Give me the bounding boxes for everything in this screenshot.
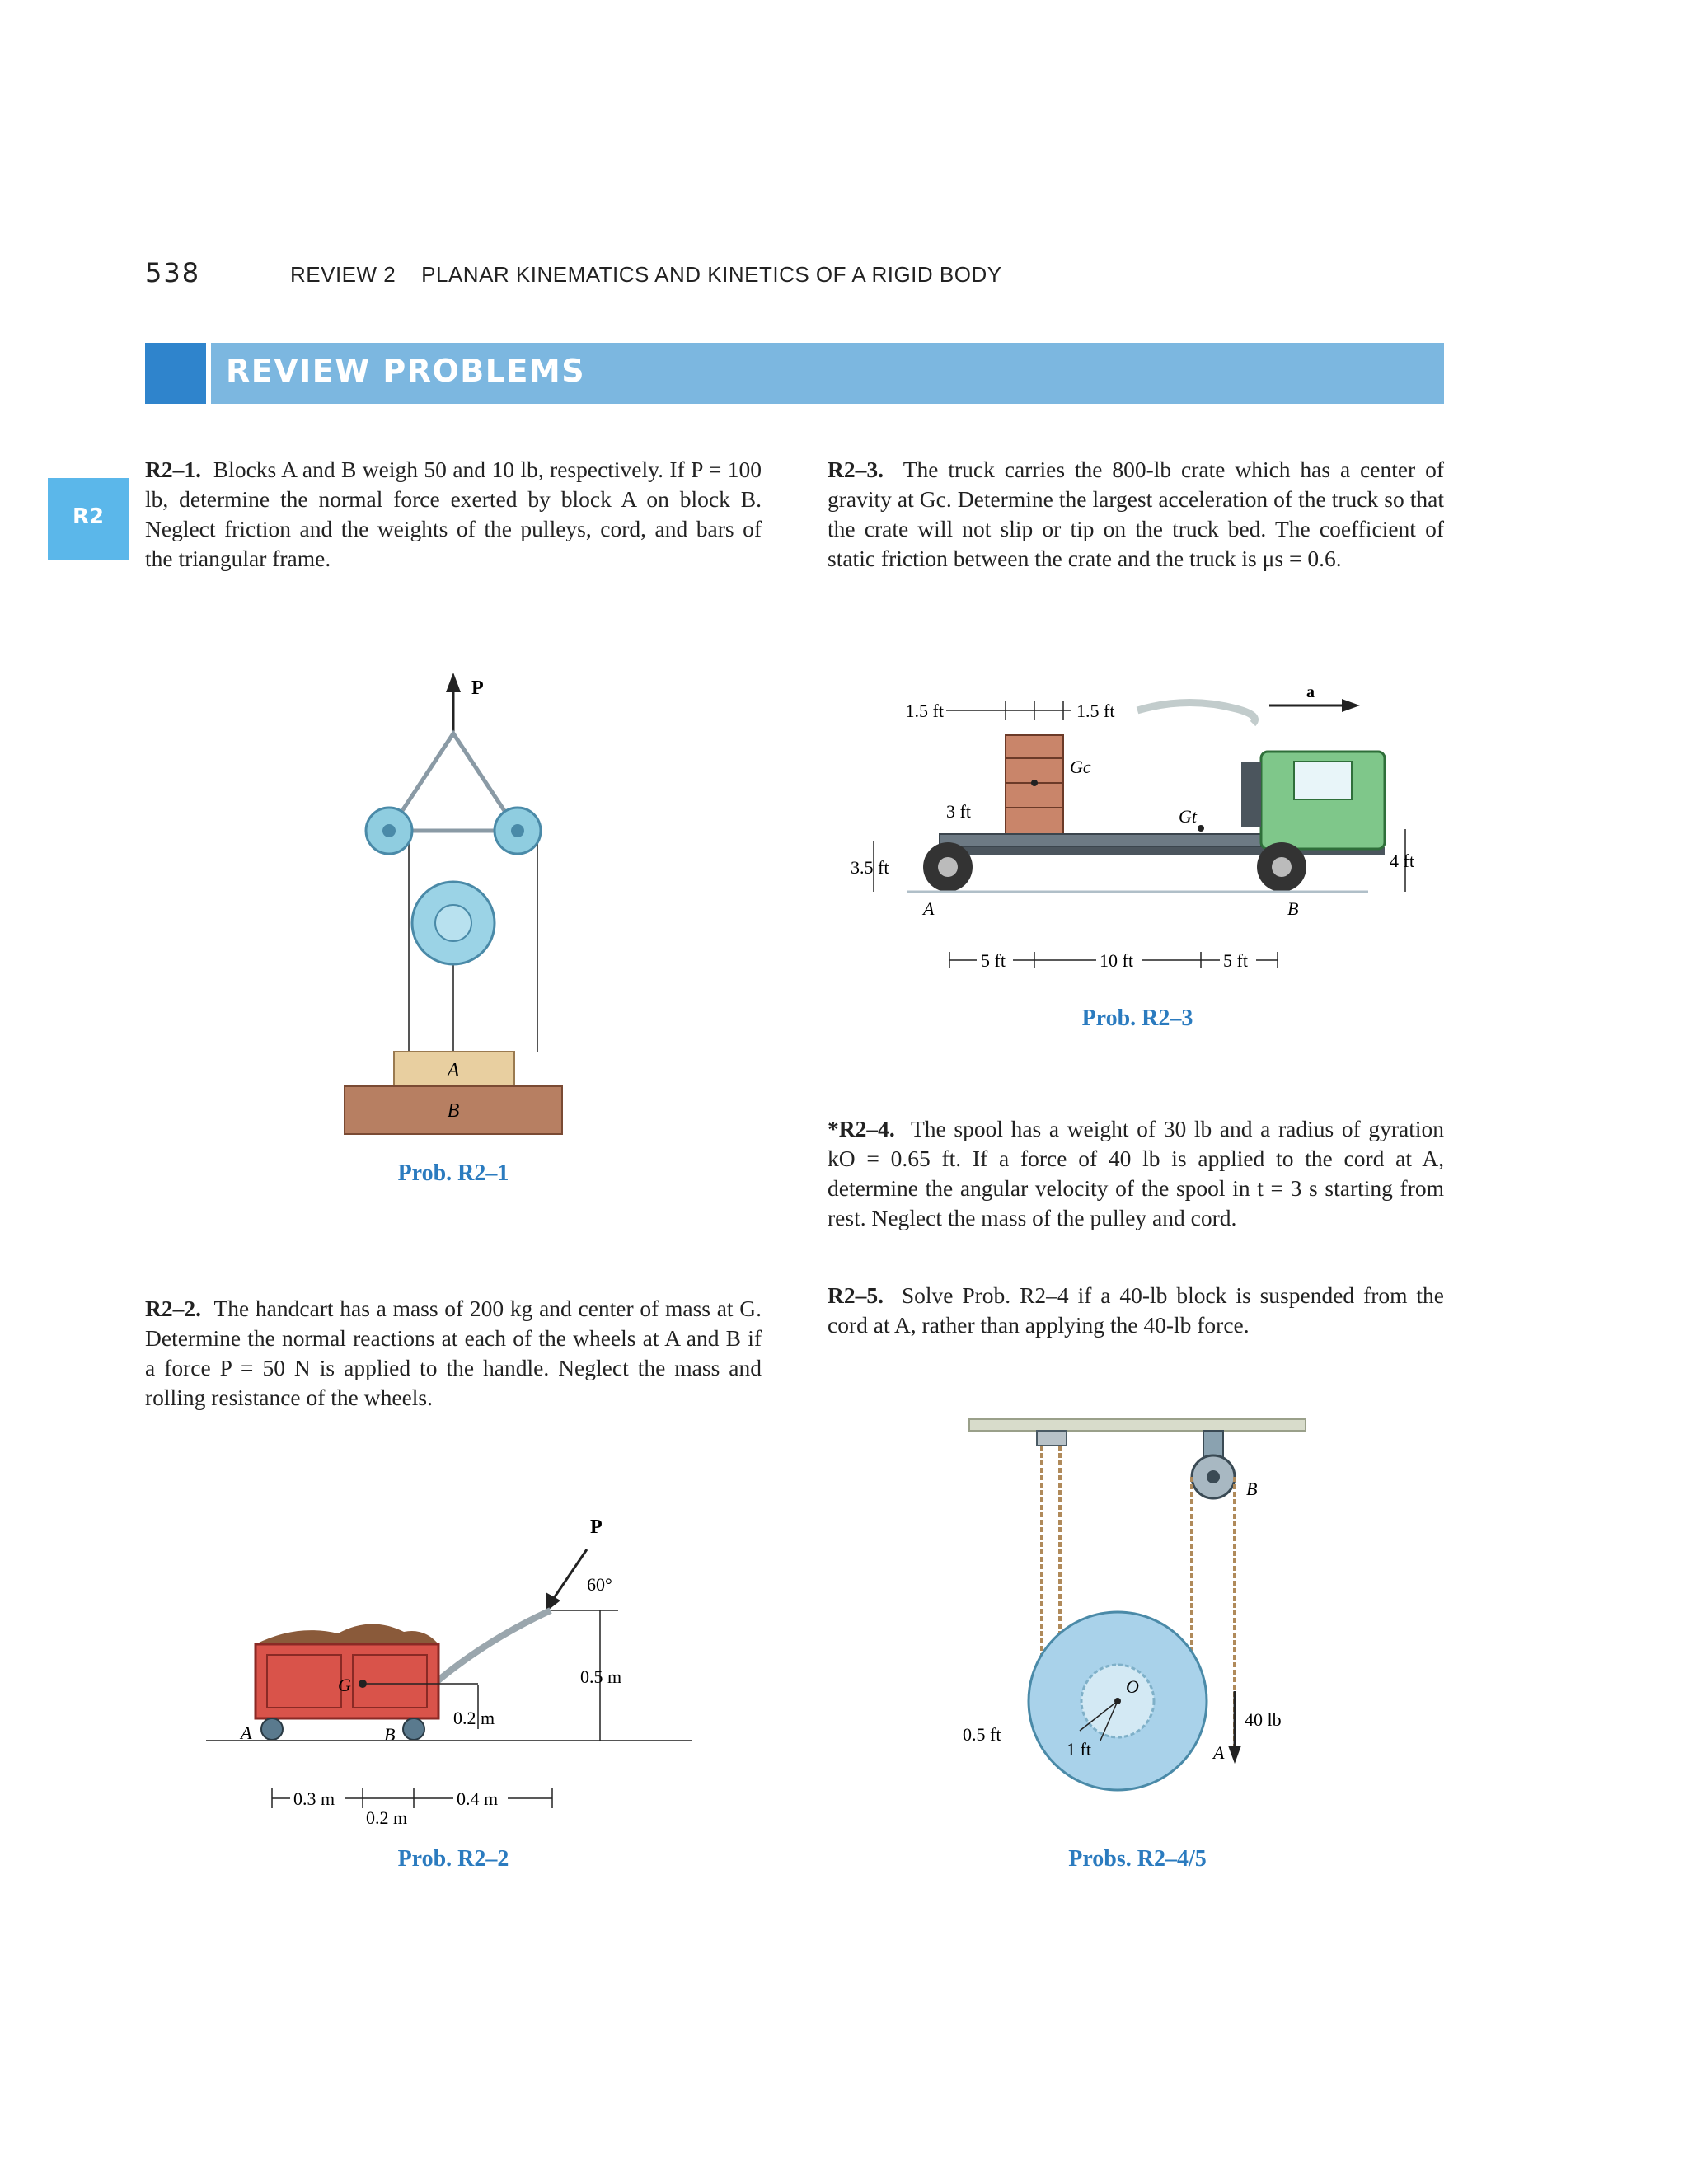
label-angle: 60° xyxy=(587,1574,612,1595)
label-b: B xyxy=(447,1100,460,1122)
force-arrow-shaft xyxy=(552,1549,587,1601)
banner-accent-square xyxy=(145,343,206,404)
label-0-3m: 0.3 m xyxy=(293,1788,335,1809)
wheel-hub xyxy=(938,857,958,877)
section-title: REVIEW PROBLEMS xyxy=(226,353,586,389)
hanger xyxy=(1037,1431,1067,1446)
problem-text: The spool has a weight of 30 lb and a radius of gyration kO = 0.65 ft. If a force of 40 lb is applied to the cord at A, determine the angular velocity of the spool in t = 3 s starting from rest. Neglect the mass of the pulley and cord. xyxy=(828,1116,1444,1230)
label-40lb: 40 lb xyxy=(1245,1709,1282,1730)
page-number: 538 xyxy=(145,257,201,288)
label-b: B xyxy=(384,1724,396,1745)
caption-r2-2: Prob. R2–2 xyxy=(397,1846,509,1872)
label-5ft-a: 5 ft xyxy=(981,950,1006,971)
problem-number: R2–1. xyxy=(145,457,201,482)
label-0-2m-h: 0.2 m xyxy=(453,1708,495,1728)
figure-r2-1 xyxy=(330,668,577,1162)
figure-r2-2 xyxy=(206,1508,701,1838)
label-0-4m: 0.4 m xyxy=(457,1788,499,1809)
pulley-hub xyxy=(382,824,396,837)
problem-text: The handcart has a mass of 200 kg and center of mass at G. Determine the normal reactions at each of the wheels at A and B if a force P = 50 N is applied to the handle. Neglect the mass and rolling resistance of the wheels. xyxy=(145,1296,762,1410)
wheel-hub xyxy=(1272,857,1292,877)
caption-r2-1: Prob. R2–1 xyxy=(397,1160,509,1186)
label-b: B xyxy=(1246,1479,1258,1499)
label-gt: Gt xyxy=(1179,806,1197,827)
label-a: A xyxy=(923,898,935,919)
problem-r2-2 xyxy=(145,1294,762,1413)
label-w2: 1.5 ft xyxy=(1076,701,1115,721)
force-arrow-head xyxy=(1228,1746,1241,1764)
label-a: A xyxy=(1213,1742,1225,1763)
label-b: B xyxy=(1287,898,1299,919)
problem-text: Blocks A and B weigh 50 and 10 lb, respectively. If P = 100 lb, determine the normal force exerted by block A on block B. Neglect friction and the weights of the pulleys, cord, and bars of the triangular frame. xyxy=(145,457,762,571)
label-a: A xyxy=(447,1060,460,1081)
problem-r2-3 xyxy=(828,455,1444,574)
figure-r2-3 xyxy=(832,676,1442,997)
caption-r2-4-5: Probs. R2–4/5 xyxy=(1068,1846,1207,1872)
center-gt xyxy=(1198,825,1204,832)
problem-number: R2–5. xyxy=(828,1282,884,1308)
truck-bed xyxy=(940,834,1261,847)
chapter-tab-label: R2 xyxy=(72,504,105,529)
label-0-5ft: 0.5 ft xyxy=(963,1724,1001,1745)
label-0-2m-w: 0.2 m xyxy=(366,1807,408,1828)
cab-window xyxy=(1294,762,1352,799)
accel-arrow-head xyxy=(1342,699,1360,712)
problem-number: R2–2. xyxy=(145,1296,201,1321)
label-o: O xyxy=(1126,1676,1139,1697)
label-1ft: 1 ft xyxy=(1067,1739,1091,1760)
label-gc: Gc xyxy=(1070,757,1091,777)
figure-r2-4-5 xyxy=(956,1411,1319,1815)
label-w1: 1.5 ft xyxy=(905,701,944,721)
label-5ft-b: 5 ft xyxy=(1223,950,1248,971)
label-a-accel: a xyxy=(1306,683,1315,701)
label-0-5m: 0.5 m xyxy=(580,1666,622,1687)
label-4ft: 4 ft xyxy=(1390,851,1414,871)
center-g xyxy=(359,1680,367,1688)
problem-number: R2–3. xyxy=(828,457,884,482)
pulley-hub xyxy=(435,905,471,941)
wheel-b xyxy=(403,1718,424,1740)
label-a: A xyxy=(241,1722,252,1743)
center-gc xyxy=(1031,780,1038,786)
problem-number: *R2–4. xyxy=(828,1116,895,1141)
pulley-hub xyxy=(1207,1470,1220,1483)
label-p: P xyxy=(471,677,484,699)
label-g: G xyxy=(338,1675,351,1695)
label-3-5ft: 3.5 ft xyxy=(851,857,889,878)
exhaust-smoke xyxy=(1137,702,1255,724)
cart-handle xyxy=(435,1610,551,1683)
problem-text: Solve Prob. R2–4 if a 40-lb block is suspended from the cord at A, rather than applying the 40-lb force. xyxy=(828,1282,1445,1338)
caption-r2-3: Prob. R2–3 xyxy=(1081,1005,1193,1031)
problem-r2-5 xyxy=(828,1281,1444,1340)
force-arrow-head xyxy=(446,673,461,692)
pulley-hub xyxy=(511,824,524,837)
label-3ft: 3 ft xyxy=(946,801,971,822)
label-p: P xyxy=(590,1516,603,1538)
label-10ft: 10 ft xyxy=(1100,950,1133,971)
problem-r2-1 xyxy=(145,455,762,574)
problem-text: The truck carries the 800-lb crate which has a center of gravity at Gc. Determine the largest acceleration of the truck so that the crate will not slip or tip on the truck bed. The coefficient of static friction between the crate and the truck is μs = 0.6. xyxy=(828,457,1444,571)
cart-load xyxy=(256,1624,438,1644)
problem-r2-4 xyxy=(828,1114,1444,1233)
wheel-a xyxy=(261,1718,283,1740)
exhaust-stack xyxy=(1241,762,1261,827)
running-head: REVIEW 2 PLANAR KINEMATICS AND KINETICS OF A RIGID BODY xyxy=(290,262,1002,287)
ceiling xyxy=(969,1419,1306,1431)
